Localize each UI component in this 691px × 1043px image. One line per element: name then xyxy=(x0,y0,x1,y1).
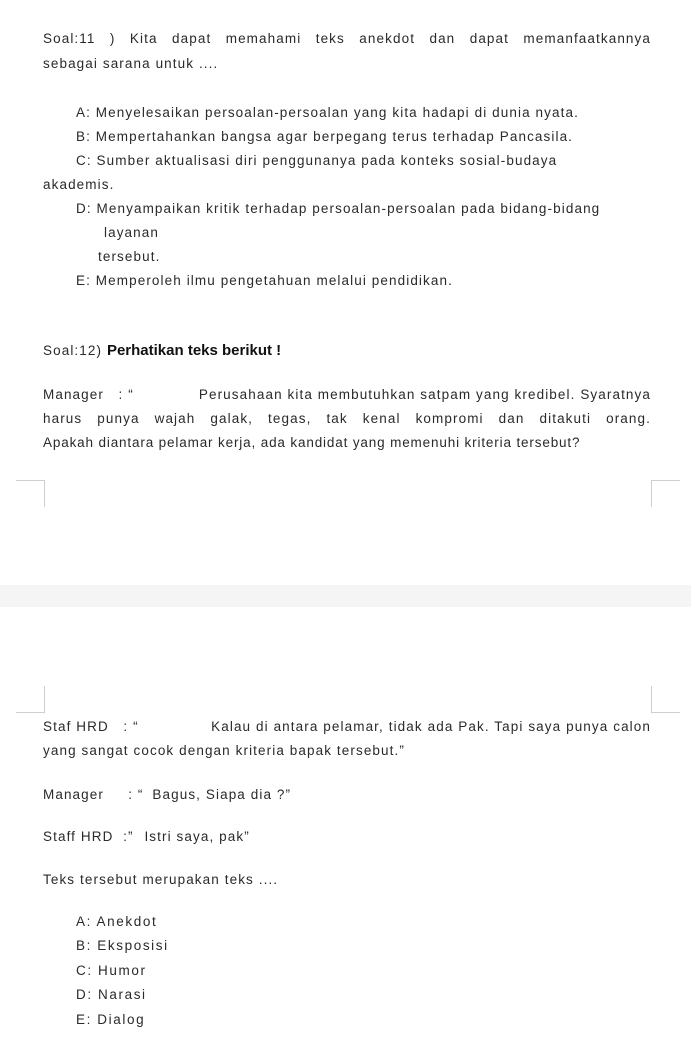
soal12-option-a: A: Anekdot xyxy=(76,914,158,929)
soal12-question: Teks tersebut merupakan teks .... xyxy=(43,872,279,887)
staf-speaker: Staf HRD : “ xyxy=(43,719,139,734)
soal11-option-d: D: Menyampaikan kritik terhadap persoalan-persoalan pada bidang-bidang xyxy=(76,201,601,216)
staff2-text: Istri saya, pak” xyxy=(144,829,250,844)
soal11-option-d-cont1: layanan xyxy=(104,225,159,240)
soal11-option-d-cont2: tersebut. xyxy=(98,249,161,264)
soal12-label: Soal:12) xyxy=(43,343,103,358)
crop-mark-bottom-left xyxy=(16,686,45,713)
crop-mark-top-right xyxy=(651,480,680,507)
staf-text1: Kalau di antara pelamar, tidak ada Pak. Tapi saya punya calon xyxy=(211,719,651,734)
soal11-option-e: E: Memperoleh ilmu pengetahuan melalui pendidikan. xyxy=(76,273,453,288)
staff2-speaker: Staff HRD :” xyxy=(43,829,134,844)
manager2-speaker: Manager : “ xyxy=(43,787,144,802)
manager1-text1: Perusahaan kita membutuhkan satpam yang kredibel. Syaratnya xyxy=(198,387,651,402)
manager2-text: Bagus, Siapa dia ?” xyxy=(152,787,292,802)
soal11-option-b: B: Mempertahankan bangsa agar berpegang terus terhadap Pancasila. xyxy=(76,129,574,144)
staf-line2: yang sangat cocok dengan kriteria bapak tersebut.” xyxy=(43,743,405,758)
soal12-heading xyxy=(43,342,281,360)
manager1-line3: Apakah diantara pelamar kerja, ada kandidat yang memenuhi kriteria tersebut? xyxy=(43,435,581,450)
manager1-line2: harus punya wajah galak, tegas, tak kenal kompromi dan ditakuti orang. xyxy=(43,411,651,426)
soal12-option-b: B: Eksposisi xyxy=(76,938,169,953)
soal11-question-line2: sebagai sarana untuk .... xyxy=(43,56,219,71)
soal11-option-c: C: Sumber aktualisasi diri penggunanya pada konteks sosial-budaya xyxy=(76,153,558,168)
soal12-title: Perhatikan teks berikut ! xyxy=(106,342,282,359)
soal12-option-d: D: Narasi xyxy=(76,987,147,1002)
manager1-speaker: Manager : “ xyxy=(43,387,134,402)
soal12-option-e: E: Dialog xyxy=(76,1012,146,1027)
manager2-line xyxy=(43,786,291,804)
image-placeholder-band xyxy=(0,585,691,607)
crop-mark-top-left xyxy=(16,480,45,507)
staf-line1 xyxy=(43,718,651,736)
crop-mark-bottom-right xyxy=(651,686,680,713)
soal11-question-line1: Soal:11 ) Kita dapat memahami teks anekdot dan dapat memanfaatkannya xyxy=(43,31,651,46)
manager1-line1 xyxy=(43,386,651,404)
staff2-line xyxy=(43,828,250,846)
soal12-option-c: C: Humor xyxy=(76,963,147,978)
soal11-option-a: A: Menyelesaikan persoalan-persoalan yang kita hadapi di dunia nyata. xyxy=(76,105,579,120)
soal11-option-c-cont: akademis. xyxy=(43,177,115,192)
